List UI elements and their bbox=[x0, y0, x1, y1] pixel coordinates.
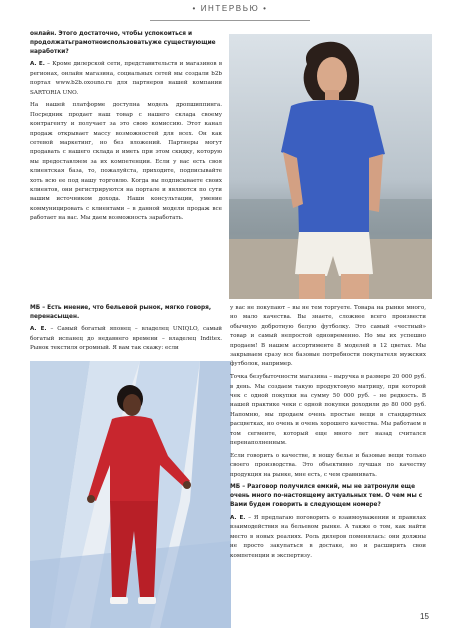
answer-text: Если говорить о качестве, я ношу белье и базовые вещи только своего производства. Это объективно лучшая по качеству продукция на рынке, мне есть, с чем сравнивать. bbox=[230, 452, 426, 478]
header-divider bbox=[150, 20, 310, 21]
interview-question: МБ – Есть мнение, что бельевой рынок, мягко говоря, перенасыщен. bbox=[30, 305, 212, 320]
answer-text: – Кроме дилерской сети, представительств и магазинов в регионах, онлайн магазина, социальных сетей мы создали b2b портал www.b2b.oxouno.ru для партнеров нашей компании SARTORIA UNO. bbox=[30, 61, 222, 96]
interview-answer bbox=[30, 101, 222, 223]
answer-text: Точка безубыточности магазина – выручка в размере 20 000 руб. в день. Мы создаем такую продуктовую матрицу, при которой чек с одной покупки на сумму 50 000 руб. – не редкость. В нашей практике чеки с одной покупки доходили до 80 000 руб. Напомню, мы продаем очень простые вещи в стандартных расцветках, но очень и очень хорошего качества. Мы работаем в том сегменте, который еще много лет назад считался перенаполненным. bbox=[230, 374, 426, 447]
article-column-top bbox=[30, 30, 222, 227]
article-column-bottom-right bbox=[230, 304, 426, 564]
interview-answer bbox=[230, 373, 426, 448]
article-column-bottom-left bbox=[30, 304, 222, 357]
speaker-label: А. Е. bbox=[30, 61, 45, 68]
interview-answer bbox=[230, 452, 426, 480]
interview-answer bbox=[230, 304, 426, 370]
interview-answer bbox=[30, 60, 222, 98]
answer-text: – Я предлагаю поговорить о взаимоуважении и правилах взаимодействия на бельевом рынке. А также о том, как найти место в новых реалиях. Роль дилеров поменялась: они должны не просто закупаться в достаке, но и расширить свои компетенции и экспертизу. bbox=[230, 514, 426, 559]
interview-answer bbox=[230, 514, 426, 561]
studio-photo-illustration bbox=[30, 361, 231, 628]
photo-woman-blue-tshirt bbox=[229, 34, 432, 299]
page-number: 15 bbox=[420, 612, 429, 621]
beach-photo-illustration bbox=[229, 34, 432, 299]
answer-text: – Самый богатый японец – владелец UNIQLO, самый богатый испанец до недавнего времени – владелец Inditex. Рынок текстиля огромный. Я вам так скажу: если bbox=[30, 326, 222, 352]
answer-text: На нашей платформе доступна модель дропшиппинга. Посредник продает наш товар с нашего склада своему контрагенту и получает за это свою комиссию. Этот канал продаж открывает массу возможностей для всех. Он как сетевой маркетинг, но без вложений. Партнеры могут продавать с нашего склада и иметь при этом скидку, которую мы предоставляем за их компетенции. Если у вас есть своя клиентская база, то, пожалуйста, приходите, подписывайте хоть всю ее под нашу торговлю. Когда вы подписываете своих клиентов, они регистрируются на портале и являются по сути вашим источником дохода. Наши консультации, умение коммуницировать с клиентами – в данной модели продаж все работает на вас. Мы даем возможность заработать. bbox=[30, 102, 222, 222]
interview-answer bbox=[30, 325, 222, 353]
answer-text: у вас не покупают – вы не тем торгуете. Товара на рынке много, но мало качества. Вы знаете, сложнее всего произвести обычную добротную белую футболку. Это самый «честный» товар и самый непростой одновременно. Но мы их успешно продаем! В нашем ассортименте 8 моделей в 12 цветах. Мы закрываем сразу все базовые потребности покупателя мужских футболок, например. bbox=[230, 305, 426, 368]
interview-question: онлайн. Этого достаточно, чтобы успокоиться и продолжатьграмотноиспользоватьуже существующие наработки? bbox=[30, 31, 216, 55]
photo-woman-red-suit bbox=[30, 361, 231, 628]
section-header: • ИНТЕРВЬЮ • bbox=[192, 4, 268, 13]
speaker-label: А. Е. bbox=[30, 326, 47, 333]
speaker-label: А. Е. bbox=[230, 514, 246, 521]
interview-question: МБ – Разговор получился емкий, мы не затронули еще очень много по-настоящему актуальных тем. О чем мы с Вами будем говорить в следующем номере? bbox=[230, 484, 423, 509]
